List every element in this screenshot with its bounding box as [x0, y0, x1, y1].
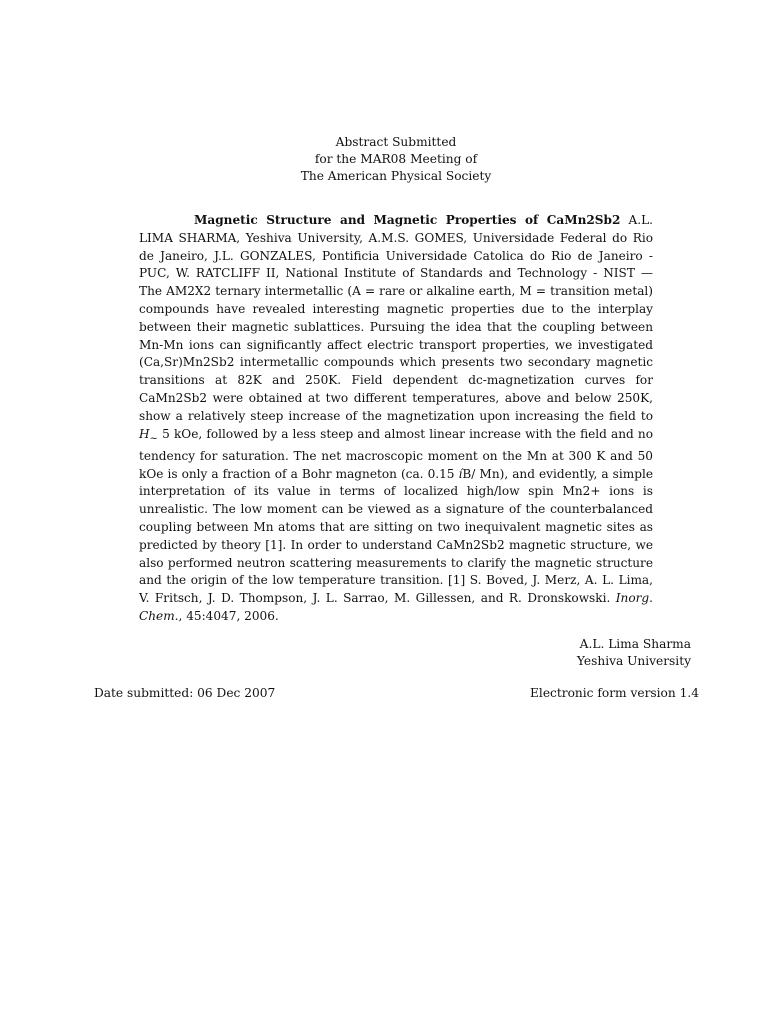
field-symbol: H: [139, 426, 150, 441]
signature-block: [577, 636, 691, 670]
abstract-text-part3: B/ Mn), and evidently, a simple interpretation of its value in terms of localized high/low spin Mn2+ ions is unrealistic. The low moment can be viewed as a signature of the counterbalanced coupling between Mn atoms that are sitting on two inequivalent magnetic sites as predicted by theory [1]. In order to understand CaMn2Sb2 magnetic structure, we also performed neutron scattering measurements to clarify the magnetic structure and the origin of the low temperature transition. [1] S. Boved, J. Merz, A. L. Lima, V. Fritsch, J. D. Thompson, J. L. Sarrao, M. Gillessen, and R. Dronskowski.: [139, 466, 653, 606]
signature-affiliation: Yeshiva University: [576, 654, 691, 668]
citation-tail: , 45:4047, 2006.: [178, 608, 279, 623]
date-submitted: Date submitted: 06 Dec 2007: [94, 686, 276, 700]
abstract-title: Magnetic Structure and Magnetic Properties of CaMn2Sb2: [194, 213, 621, 227]
abstract-text-part1: — The AM2X2 ternary intermetallic (A = rare or alkaline earth, M = transition metal) compounds have revealed interesting magnetic properties due to the interplay between their magnetic sublattices. Pursuing the idea that the coupling between Mn-Mn ions can significantly affect electric transport properties, we investigated (Ca,Sr)Mn2Sb2 intermetallic compounds which presents two secondary magnetic transitions at 82K and 250K. Field dependent dc-magnetization curves for CaMn2Sb2 were obtained at two different temperatures, above and below 250K, show a relatively steep increase of the magnetization upon increasing the field to: [139, 266, 653, 423]
form-version: Electronic form version 1.4: [530, 686, 699, 700]
abstract-body: Magnetic Structure and Magnetic Properties of CaMn2Sb2 A.L. LIMA SHARMA, Yeshiva University, A.M.S. GOMES, Universidade Federal do Rio de Janeiro, J.L. GONZALES, Pontificia Universidade Catolica do Rio de Janeiro - PUC, W. RATCLIFF II, National Institute of Standards and Technology - NIST — The AM2X2 ternary intermetallic (A = rare or alkaline earth, M = transition metal) compounds have revealed interesting magnetic properties due to the interplay between their magnetic sublattices. Pursuing the idea that the coupling between Mn-Mn ions can significantly affect electric transport properties, we investigated (Ca,Sr)Mn2Sb2 intermetallic compounds which presents two secondary magnetic transitions at 82K and 250K. Field dependent dc-magnetization curves for CaMn2Sb2 were obtained at two different temperatures, above and below 250K, show a relatively steep increase of the magnetization upon increasing the field to $H_\sim$ 5 kOe, followed by a less steep and almost linear increase with the field and no tendency for saturation. The net macroscopic moment on the Mn at 300 K and 50 kOe is only a fraction of a Bohr magneton (ca. 0.15 íB/ Mn), and evidently, a simple interpretation of its value in terms of localized high/low spin Mn2+ ions is unrealistic. The low moment can be viewed as a signature of the counterbalanced coupling between Mn atoms that are sitting on two inequivalent magnetic sites as predicted by theory [1]. In order to understand CaMn2Sb2 magnetic structure, we also performed neutron scattering measurements to clarify the magnetic structure and the origin of the low temperature transition. [1] S. Boved, J. Merz, A. L. Lima, V. Fritsch, J. D. Thompson, J. L. Sarrao, M. Gillessen, and R. Dronskowski. Inorg. Chem., 45:4047, 2006.: [139, 213, 653, 623]
footer: [94, 685, 699, 702]
mu-symbol: í: [458, 466, 463, 481]
journal-name: Inorg. Chem.: [139, 591, 653, 623]
abstract-text-part2: 5 kOe, followed by a less steep and almost linear increase with the field and no tendency for saturation. The net macroscopic moment on the Mn at 300 K and 50 kOe is only a fraction of a Bohr magneton (ca. 0.15: [139, 426, 653, 481]
signature-name: A.L. Lima Sharma: [579, 637, 691, 651]
header-line-abstract-submitted: Abstract Submitted: [335, 135, 457, 149]
header-line-society: The American Physical Society: [300, 169, 492, 183]
abstract-authors: A.L. LIMA SHARMA, Yeshiva University, A.M.S. GOMES, Universidade Federal do Rio de Janeiro, J.L. GONZALES, Pontificia Universidade Catolica do Rio de Janeiro - PUC, W. RATCLIFF II, National Institute of Standards and Technology - NIST: [139, 213, 653, 281]
submission-header: [0, 134, 770, 185]
header-line-meeting: for the MAR08 Meeting of: [314, 152, 478, 166]
